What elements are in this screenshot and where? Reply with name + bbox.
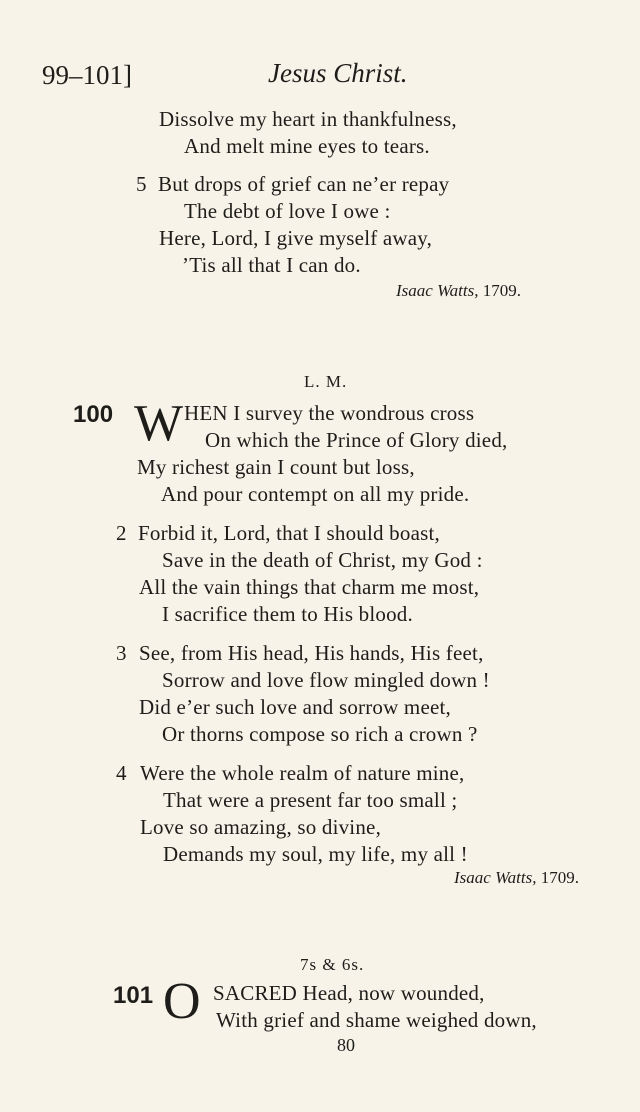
- hymn100-line: I sacrifice them to His blood.: [162, 602, 413, 626]
- hymn99-line: Dissolve my heart in thankfulness,: [159, 107, 457, 131]
- hymn100-line: Did e’er such love and sorrow meet,: [139, 695, 451, 719]
- hymn100-line: Sorrow and love flow mingled down !: [162, 668, 490, 692]
- hymn100-line: HEN I survey the wondrous cross: [184, 401, 475, 425]
- hymn99-line: But drops of grief can ne’er repay: [158, 172, 450, 196]
- hymn100-line: Save in the death of Christ, my God :: [162, 548, 483, 572]
- author-year: 1709.: [482, 281, 521, 300]
- hymn100-attribution: [454, 868, 579, 888]
- hymn100-dropcap: W: [134, 395, 184, 452]
- hymn99-line: And melt mine eyes to tears.: [184, 134, 430, 158]
- page-number: 80: [337, 1035, 355, 1055]
- hymn100-meter: L. M.: [304, 372, 348, 391]
- hymn100-line: Demands my soul, my life, my all !: [163, 842, 468, 866]
- hymn99-line: ’Tis all that I can do.: [182, 253, 361, 277]
- author-name: Isaac Watts,: [454, 868, 537, 887]
- verse-number: 3: [116, 641, 127, 665]
- hymn100-line: And pour contempt on all my pride.: [161, 482, 470, 506]
- author-name: Isaac Watts,: [396, 281, 479, 300]
- page-title: Jesus Christ.: [268, 58, 408, 88]
- hymn101-dropcap: O: [163, 973, 201, 1030]
- hymn100-line: Were the whole realm of nature mine,: [140, 761, 465, 785]
- hymn100-line: Forbid it, Lord, that I should boast,: [138, 521, 440, 545]
- hymn100-line: That were a present far too small ;: [163, 788, 458, 812]
- hymn99-line: The debt of love I owe :: [184, 199, 391, 223]
- hymn100-line: See, from His head, His hands, His feet,: [139, 641, 484, 665]
- page-range: 99–101]: [42, 60, 132, 90]
- hymn100-line: Love so amazing, so divine,: [140, 815, 382, 839]
- hymn101-number: 101: [113, 982, 154, 1009]
- hymn100-line: On which the Prince of Glory died,: [205, 428, 508, 452]
- hymn101-line: With grief and shame weighed down,: [216, 1008, 537, 1032]
- hymn100-line: My richest gain I count but loss,: [137, 455, 415, 479]
- hymn101-line: SACRED Head, now wounded,: [213, 981, 485, 1005]
- verse-number: 5: [136, 172, 147, 196]
- hymn100-number: 100: [73, 401, 114, 428]
- hymn99-line: Here, Lord, I give myself away,: [159, 226, 433, 250]
- hymn101-meter: 7s & 6s.: [300, 955, 365, 974]
- hymn100-line: All the vain things that charm me most,: [139, 575, 480, 599]
- hymn100-line: Or thorns compose so rich a crown ?: [162, 722, 478, 746]
- author-year: 1709.: [540, 868, 579, 887]
- verse-number: 2: [116, 521, 127, 545]
- hymn99-attribution: [396, 281, 521, 301]
- verse-number: 4: [116, 761, 127, 785]
